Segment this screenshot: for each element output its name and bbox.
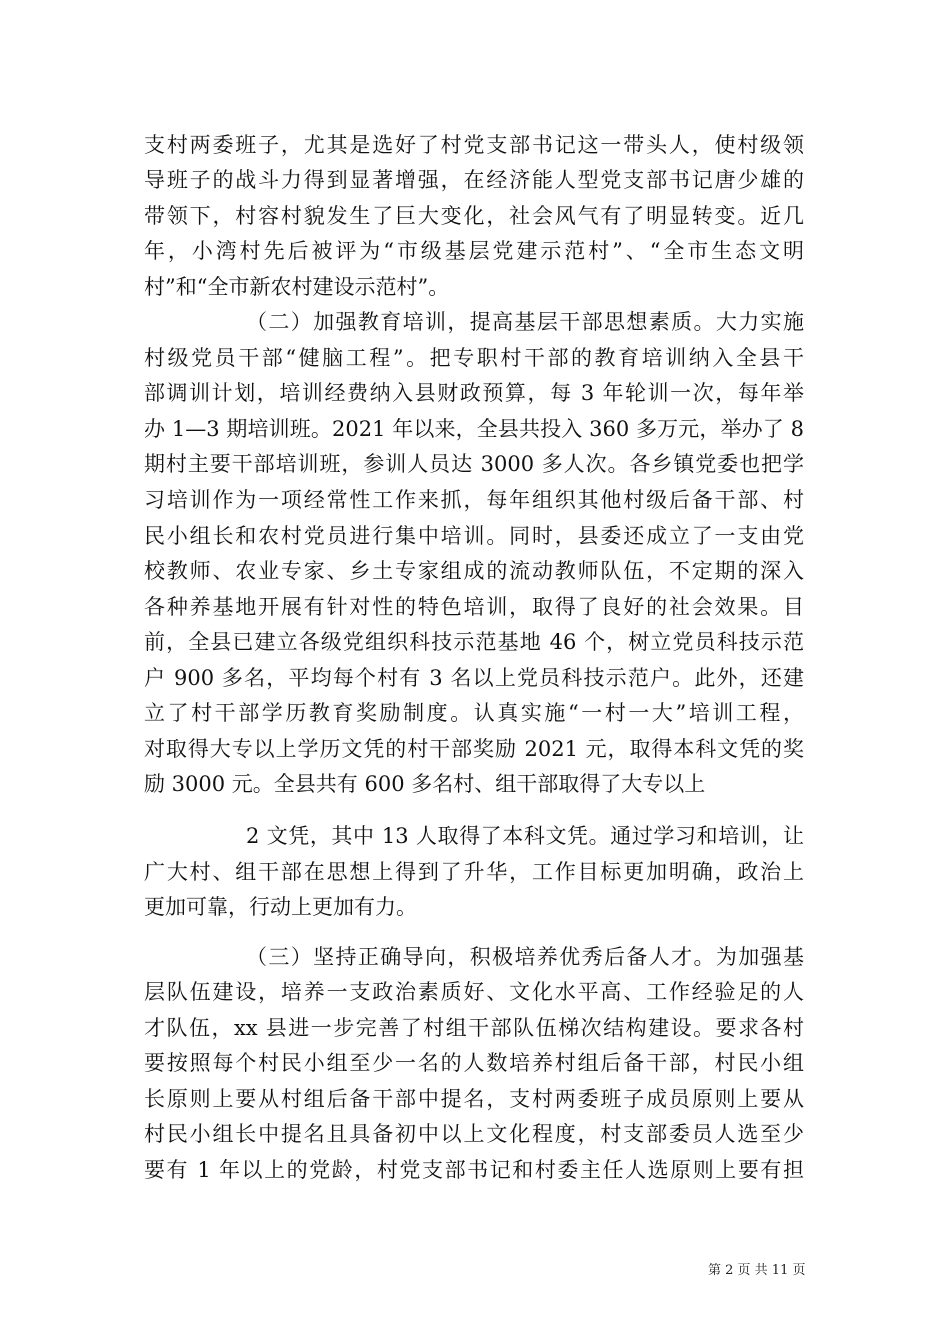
- body-text-line: 长原则上要从村组后备干部中提名，支村两委班子成员原则上要从: [144, 1087, 804, 1111]
- body-text-line: 年，小湾村先后被评为“市级基层党建示范村”、“全市生态文明: [144, 239, 804, 263]
- body-text-line: 带领下，村容村貌发生了巨大变化，社会风气有了明显转变。近几: [144, 204, 804, 228]
- section-heading-line: （三）坚持正确导向，积极培养优秀后备人才。为加强基: [246, 945, 804, 969]
- body-text-line: 立了村干部学历教育奖励制度。认真实施“一村一大”培训工程，: [144, 701, 804, 725]
- body-text-line: 才队伍，xx 县进一步完善了村组干部队伍梯次结构建设。要求各村: [144, 1016, 804, 1040]
- body-text-line: 前，全县已建立各级党组织科技示范基地 46 个，树立党员科技示范: [144, 630, 804, 654]
- body-text-line: 各种养基地开展有针对性的特色培训，取得了良好的社会效果。目: [144, 595, 804, 619]
- body-text-line: 村级党员干部“健脑工程”。把专职村干部的教育培训纳入全县干: [144, 346, 804, 370]
- body-text-line: 2 文凭，其中 13 人取得了本科文凭。通过学习和培训，让: [246, 824, 804, 848]
- body-text-line: 对取得大专以上学历文凭的村干部奖励 2021 元，取得本科文凭的奖: [144, 737, 804, 761]
- body-text-line: 校教师、农业专家、乡土专家组成的流动教师队伍，不定期的深入: [144, 559, 804, 583]
- section-heading-line: （二）加强教育培训，提高基层干部思想素质。大力实施: [246, 310, 804, 334]
- body-text-line: 支村两委班子，尤其是选好了村党支部书记这一带头人，使村级领: [144, 133, 804, 157]
- page-number-footer: 第 2 页 共 11 页: [708, 1263, 806, 1278]
- body-text-line: 要按照每个村民小组至少一名的人数培养村组后备干部，村民小组: [144, 1051, 804, 1075]
- body-text-line: 励 3000 元。全县共有 600 多名村、组干部取得了大专以上: [144, 772, 706, 796]
- body-text-line: 导班子的战斗力得到显著增强，在经济能人型党支部书记唐少雄的: [144, 168, 804, 192]
- body-text-line: 更加可靠，行动上更加有力。: [144, 895, 417, 919]
- body-text-line: 办 1—3 期培训班。2021 年以来，全县共投入 360 多万元，举办了 8: [144, 417, 804, 441]
- body-text-line: 层队伍建设，培养一支政治素质好、文化水平高、工作经验足的人: [144, 980, 804, 1004]
- body-text-line: 民小组长和农村党员进行集中培训。同时，县委还成立了一支由党: [144, 524, 804, 548]
- body-text-line: 广大村、组干部在思想上得到了升华，工作目标更加明确，政治上: [144, 860, 804, 884]
- body-text-line: 户 900 多名，平均每个村有 3 名以上党员科技示范户。此外，还建: [144, 666, 804, 690]
- body-text-line: 要有 1 年以上的党龄，村党支部书记和村委主任人选原则上要有担: [144, 1158, 804, 1182]
- body-text-line: 期村主要干部培训班，参训人员达 3000 多人次。各乡镇党委也把学: [144, 452, 804, 476]
- body-text-line: 村民小组长中提名且具备初中以上文化程度，村支部委员人选至少: [144, 1122, 804, 1146]
- body-text-line: 部调训计划，培训经费纳入县财政预算，每 3 年轮训一次，每年举: [144, 381, 804, 405]
- body-text-line: 习培训作为一项经常性工作来抓，每年组织其他村级后备干部、村: [144, 488, 804, 512]
- body-text-line: 村”和“全市新农村建设示范村”。: [144, 275, 450, 299]
